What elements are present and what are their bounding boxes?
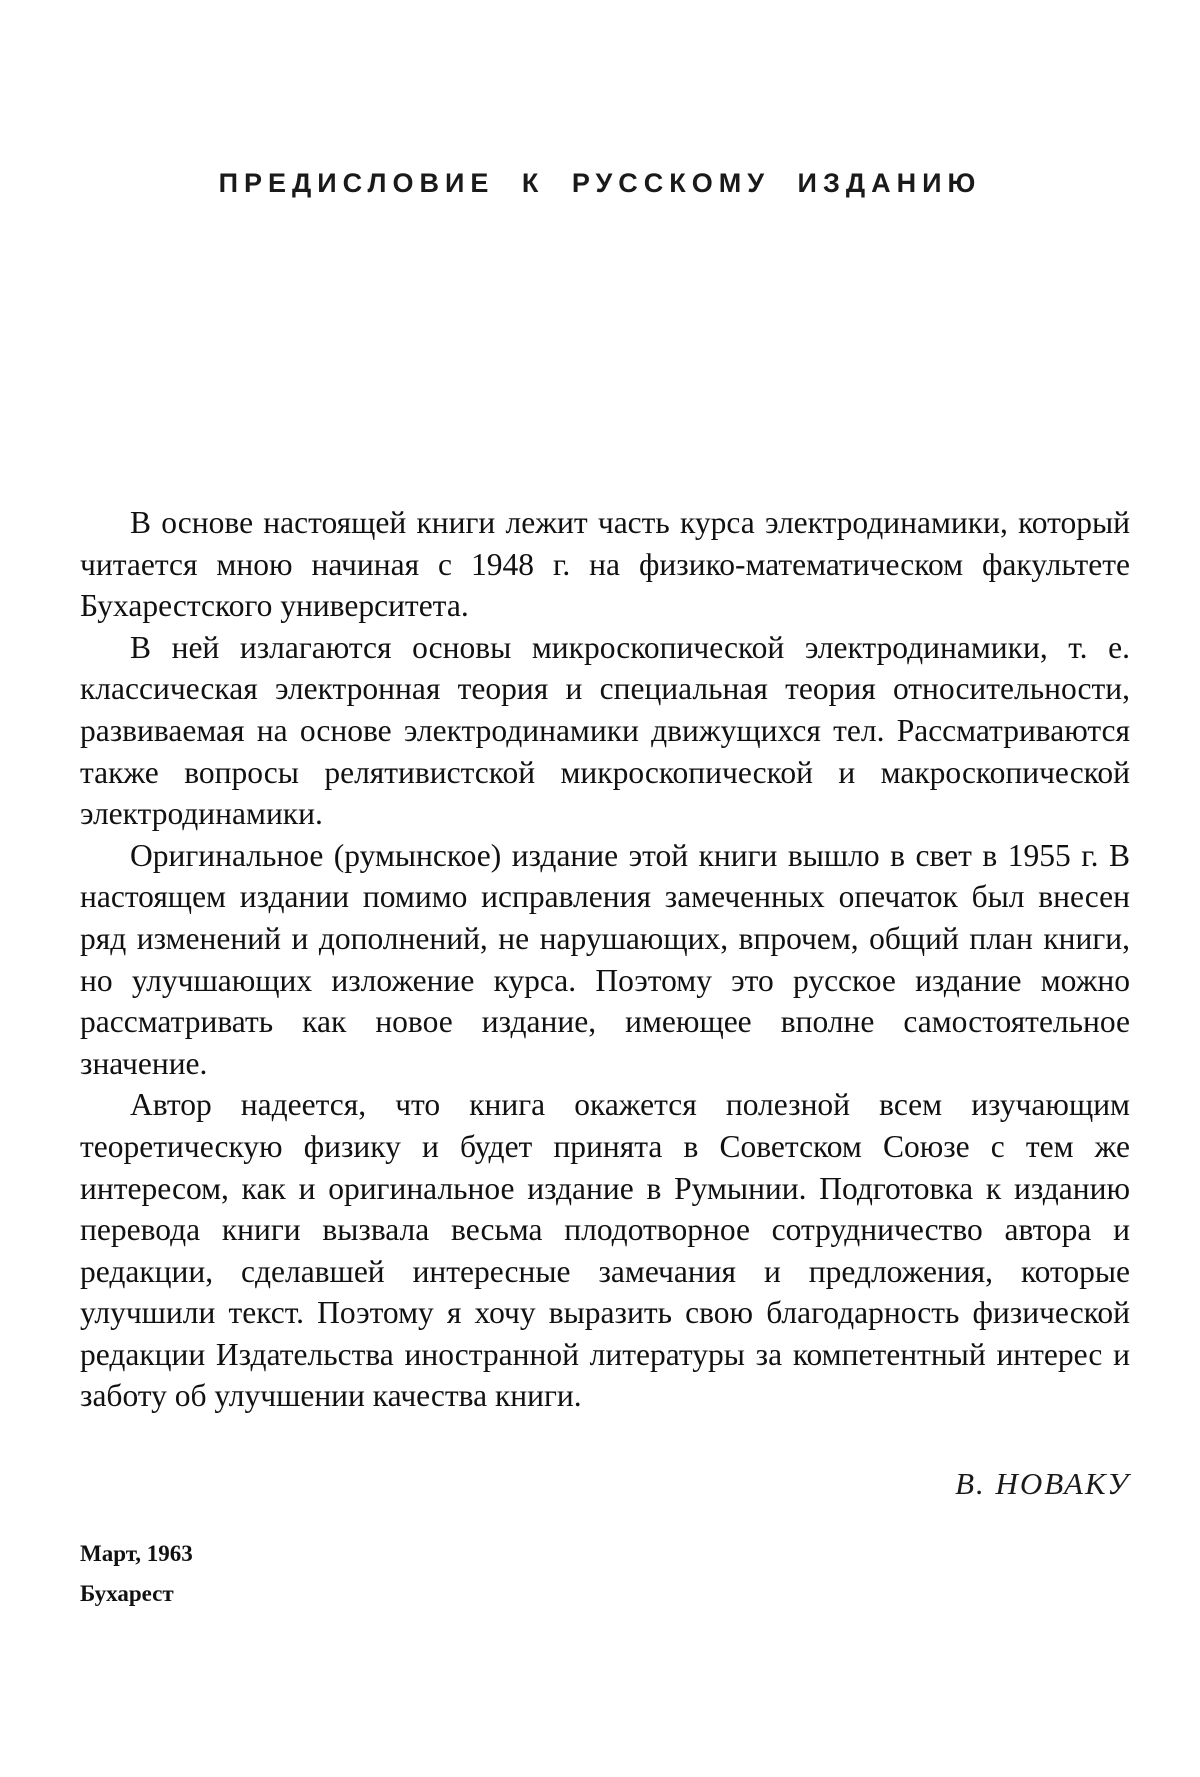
date-line: Март, 1963 — [80, 1538, 193, 1570]
paragraph-2: В ней излагаются основы микроскопической электродинамики, т. е. классическая электронная теория и специальная теория относительности, развиваемая на основе электродинамики движущихся тел. Рассматриваются также вопросы релятивистской микроскопической и макроскопической электродинамики. — [80, 627, 1130, 835]
author-signature: В. НОВАКУ — [955, 1466, 1130, 1502]
document-page — [0, 0, 1200, 1777]
place-line: Бухарест — [80, 1578, 174, 1610]
paragraph-3: Оригинальное (румынское) издание этой книги вышло в свет в 1955 г. В настоящем издании помимо исправления замеченных опечаток был внесен ряд изменений и дополнений, не нарушающих, впрочем, общий план книги, но улучшающих изложение курса. Поэтому это русское издание можно рассматривать как новое издание, имеющее вполне самостоятельное значение. — [80, 835, 1130, 1085]
paragraph-1: В основе настоящей книги лежит часть курса электродинамики, который читается мною начиная с 1948 г. на физико-математическом факультете Бухарестского университета. — [80, 502, 1130, 627]
page-title: ПРЕДИСЛОВИЕ К РУССКОМУ ИЗДАНИЮ — [0, 168, 1200, 199]
paragraph-4: Автор надеется, что книга окажется полезной всем изучающим теоретическую физику и будет принята в Советском Союзе с тем же интересом, как и оригинальное издание в Румынии. Подготовка к изданию перевода книги вызвала весьма плодотворное сотрудничество автора и редакции, сделавшей интересные замечания и предложения, которые улучшили текст. Поэтому я хочу выразить свою благодарность физической редакции Издательства иностранной литературы за компетентный интерес и заботу об улучшении качества книги. — [80, 1084, 1130, 1417]
preface-body — [80, 502, 1130, 1417]
